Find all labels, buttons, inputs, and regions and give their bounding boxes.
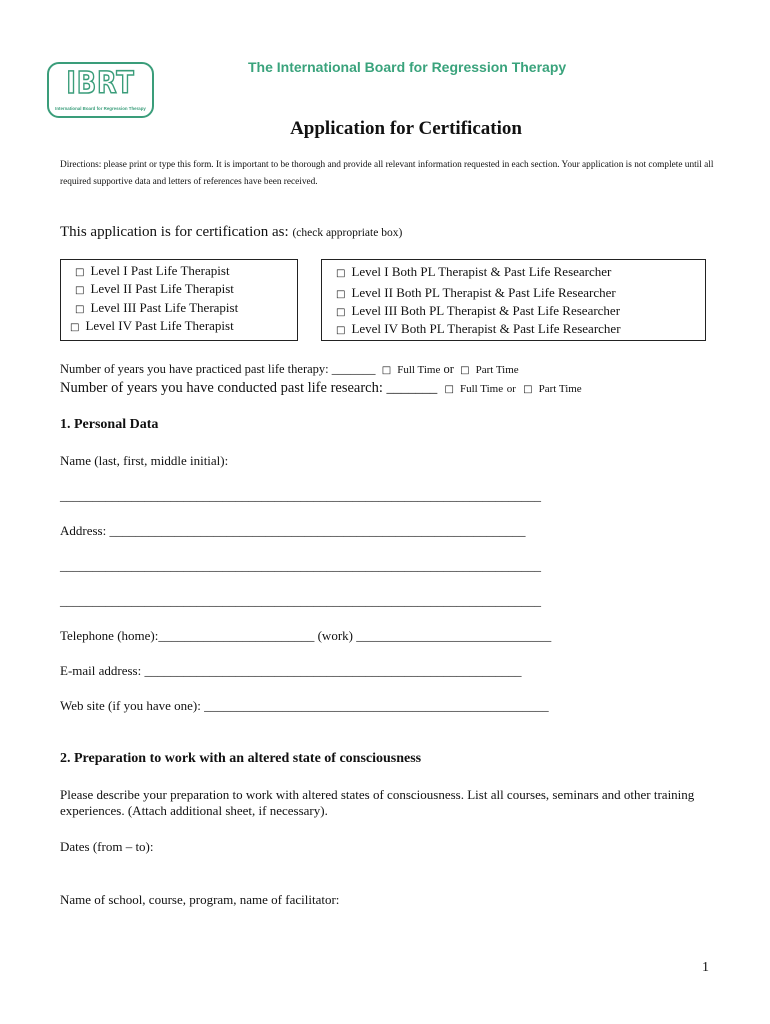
part-time-label: Part Time bbox=[475, 364, 519, 376]
option-level-4-therapist[interactable] bbox=[70, 318, 234, 334]
address-line-2-field[interactable]: __________________________________________________________________________ bbox=[60, 558, 541, 573]
therapy-years-label[interactable]: Number of years you have practiced past life therapy: _______ bbox=[60, 362, 376, 376]
option-label: Level III Past Life Therapist bbox=[90, 300, 239, 315]
full-time-label: Full Time bbox=[459, 383, 504, 395]
checkbox-icon[interactable]: □ bbox=[336, 325, 346, 336]
preparation-description: Please describe your preparation to work with altered states of consciousness. List all courses, seminars and other training experiences. (Attach additional sheet, if necessary). bbox=[60, 787, 695, 818]
checkbox-icon[interactable]: □ bbox=[523, 384, 533, 395]
email-field[interactable]: E-mail address: __________________________________________________________ bbox=[60, 663, 522, 678]
telephone-field[interactable]: Telephone (home):________________________ (work) ______________________________ bbox=[60, 628, 552, 643]
address-field[interactable]: Address: ________________________________________________________________ bbox=[60, 523, 526, 538]
full-time-label: Full Time bbox=[397, 364, 441, 376]
logo-letters: IBRT bbox=[66, 66, 135, 101]
checkbox-icon[interactable]: □ bbox=[75, 304, 85, 315]
organization-name: The International Board for Regression Therapy bbox=[248, 59, 567, 75]
checkbox-icon[interactable]: □ bbox=[336, 289, 346, 300]
checkbox-icon[interactable]: □ bbox=[70, 322, 80, 333]
checkbox-icon[interactable]: □ bbox=[75, 285, 85, 296]
checkbox-icon[interactable]: □ bbox=[336, 307, 346, 318]
option-label: Level II Past Life Therapist bbox=[90, 281, 234, 296]
option-label: Level IV Both PL Therapist & Past Life Researcher bbox=[351, 321, 621, 336]
address-line-3-field[interactable]: __________________________________________________________________________ bbox=[60, 593, 541, 608]
option-level-2-both[interactable] bbox=[336, 285, 616, 301]
or-label: or bbox=[506, 383, 516, 395]
section-1-heading: 1. Personal Data bbox=[60, 417, 159, 432]
research-years-label[interactable]: Number of years you have conducted past life research: _______ bbox=[60, 380, 438, 396]
or-label: or bbox=[443, 362, 454, 376]
option-level-1-therapist[interactable] bbox=[75, 263, 230, 279]
certification-prompt bbox=[60, 224, 402, 241]
page-number: 1 bbox=[702, 960, 709, 975]
part-time-label: Part Time bbox=[538, 383, 582, 395]
checkbox-icon[interactable]: □ bbox=[381, 365, 392, 376]
dates-label: Dates (from – to): bbox=[60, 839, 154, 854]
option-level-4-both[interactable] bbox=[336, 321, 621, 337]
section-2-heading: 2. Preparation to work with an altered state of consciousness bbox=[60, 751, 422, 766]
logo-caption: International Board for Regression Therapy bbox=[55, 106, 146, 111]
school-label: Name of school, course, program, name of facilitator: bbox=[60, 892, 340, 907]
checkbox-icon[interactable]: □ bbox=[75, 267, 85, 278]
directions-text: Directions: please print or type this form. It is important to be thorough and provide all relevant information requested in each section. Your application is not complete until all required supportive data and letters of references have been received. bbox=[60, 160, 714, 187]
option-label: Level I Past Life Therapist bbox=[90, 263, 230, 278]
therapist-researcher-levels-box bbox=[321, 259, 706, 341]
checkbox-icon[interactable]: □ bbox=[336, 268, 346, 279]
option-level-3-therapist[interactable] bbox=[75, 300, 238, 316]
option-level-3-both[interactable] bbox=[336, 303, 620, 319]
name-field[interactable]: __________________________________________________________________________ bbox=[60, 488, 541, 503]
certification-hint: (check appropriate box) bbox=[292, 227, 403, 239]
checkbox-icon[interactable]: □ bbox=[444, 384, 454, 395]
form-title: Application for Certification bbox=[290, 118, 522, 139]
option-label: Level III Both PL Therapist & Past Life Researcher bbox=[351, 303, 621, 318]
name-label: Name (last, first, middle initial): bbox=[60, 453, 229, 468]
option-label: Level II Both PL Therapist & Past Life Researcher bbox=[351, 285, 616, 300]
ibrt-logo bbox=[47, 62, 154, 118]
option-level-1-both[interactable] bbox=[336, 264, 611, 280]
option-level-2-therapist[interactable] bbox=[75, 281, 234, 297]
research-years-line bbox=[60, 380, 582, 397]
option-label: Level I Both PL Therapist & Past Life Researcher bbox=[351, 264, 612, 279]
certification-prompt-text: This application is for certification as: bbox=[60, 224, 289, 240]
checkbox-icon[interactable]: □ bbox=[460, 365, 470, 376]
therapy-years-line bbox=[60, 362, 519, 377]
website-field[interactable]: Web site (if you have one): _____________________________________________________ bbox=[60, 698, 549, 713]
therapist-levels-box bbox=[60, 259, 298, 341]
option-label: Level IV Past Life Therapist bbox=[85, 318, 234, 333]
